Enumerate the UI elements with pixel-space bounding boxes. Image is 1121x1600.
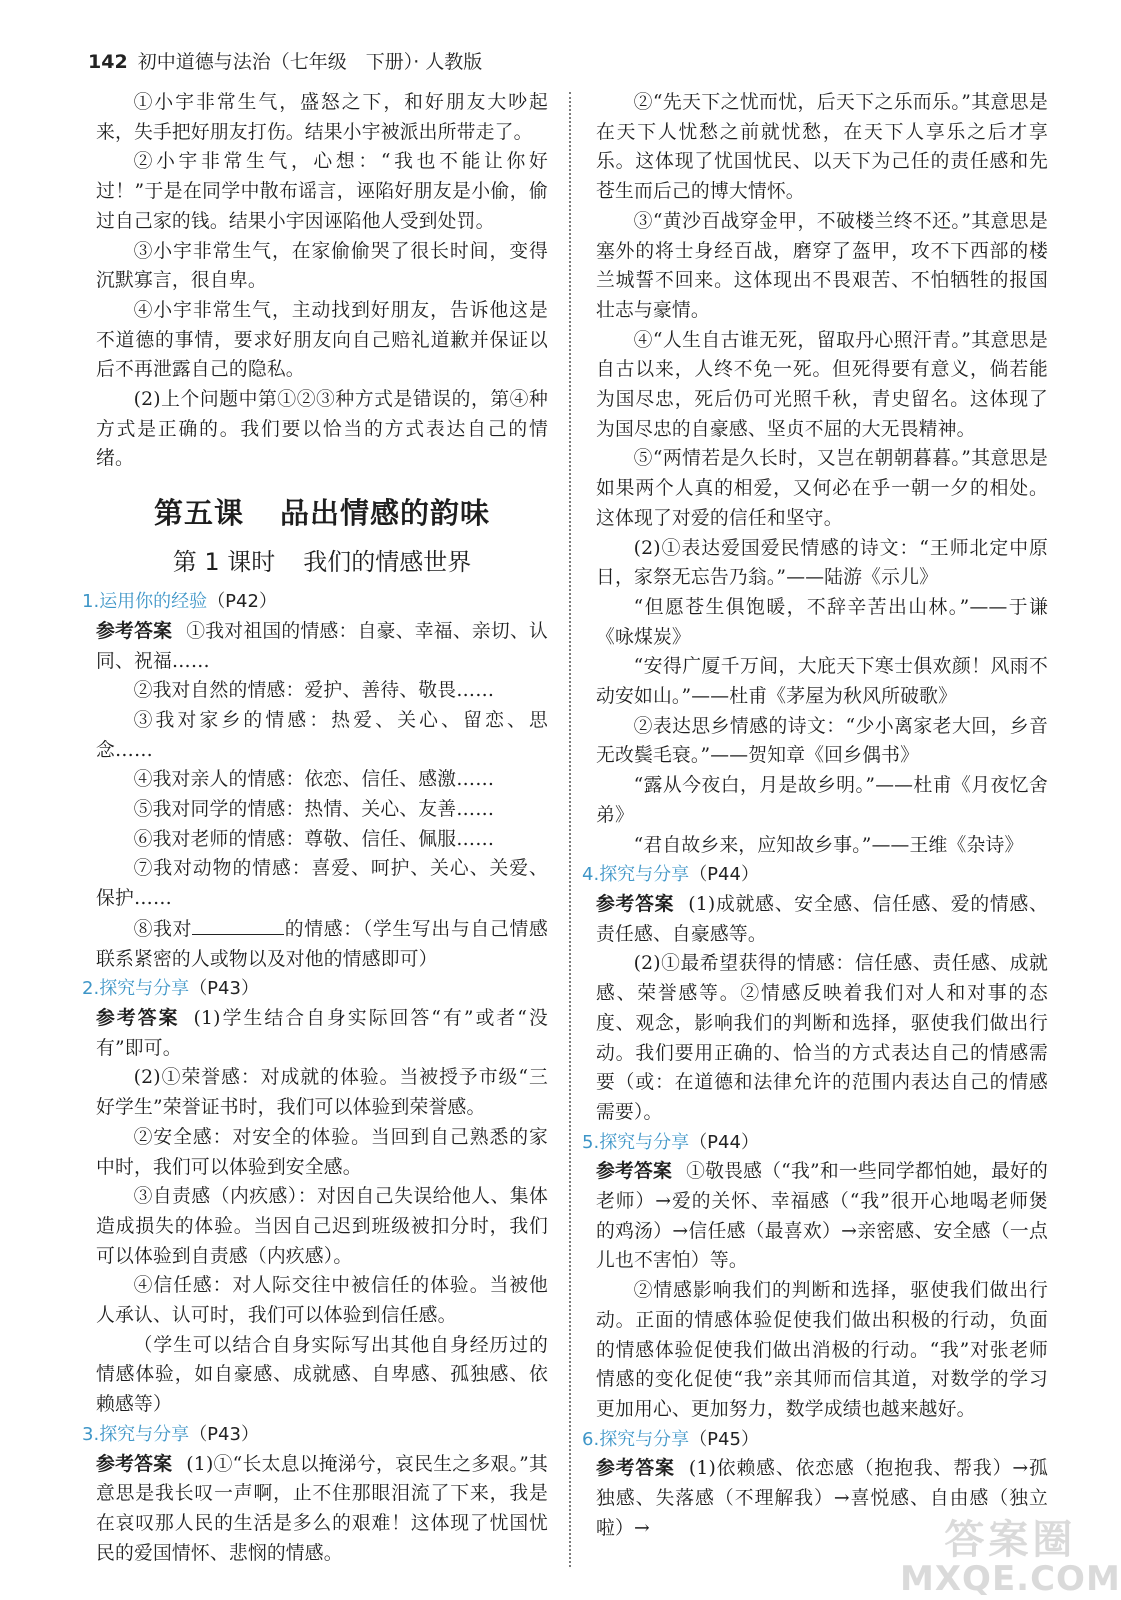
paragraph: ②“先天下之忧而忧，后天下之乐而乐。”其意思是在天下人忧愁之前就忧愁，在天下人享乐之后才享乐。这体现了忧国忧民、以天下为己任的责任感和先苍生而后己的博大情怀。	[596, 92, 1048, 203]
paragraph: ④小宇非常生气，主动找到好朋友，告诉他这是不道德的事情，要求好朋友向自己赔礼道歉并保证以后不再泄露自己的隐私。	[96, 299, 548, 381]
question-page: （P45）	[689, 1428, 759, 1450]
answer-label: 参考答案	[96, 1007, 180, 1029]
paragraph: ⑦我对动物的情感：喜爱、呵护、关心、关爱、保护……	[96, 858, 548, 910]
paragraph: ③我对家乡的情感：热爱、关心、留恋、思念……	[96, 709, 548, 761]
paragraph: ④“人生自古谁无死，留取丹心照汗青。”其意思是自古以来，人终不免一死。但死得要有意义，倘若能为国尽忠，死后仍可光照千秋，青史留名。这体现了为国尽忠的自豪感、坚贞不屈的大无畏精神。	[596, 329, 1048, 440]
paragraph: “但愿苍生俱饱暖，不辞辛苦出山林。”——于谦《咏煤炭》	[596, 596, 1048, 648]
watermark-logo: 答案圈 MXQE.COM	[900, 1517, 1121, 1599]
column-divider	[569, 92, 571, 1567]
answer-paragraph: 参考答案 (1)①“长太息以掩涕兮，哀民生之多艰。”其意思是我长叹一声啊，止不住那眼泪流了下来，我是在哀叹那人民的生活是多么的艰难！这体现了忧国忧民的爱国情怀、悲悯的情感。	[96, 1453, 548, 1564]
paragraph: ③自责感（内疚感）：对因自己失误给他人、集体造成损失的体验。当因自己迟到班级被扣分时，我们可以体验到自责感（内疚感）。	[96, 1186, 548, 1267]
paragraph: （学生可以结合自身实际写出其他自身经历过的情感体验，如自豪感、成就感、自卑感、孤独感、依赖感等）	[96, 1334, 548, 1416]
lesson-name: 品出情感的韵味	[280, 496, 491, 531]
page-number: 142	[88, 51, 128, 73]
period-number: 第 1 课时	[172, 548, 276, 577]
paragraph: ⑥我对老师的情感：尊敬、信任、佩服……	[133, 828, 495, 850]
lesson-number: 第五课	[153, 496, 244, 531]
book-title: 初中道德与法治（七年级 下册）· 人教版	[137, 51, 483, 73]
paragraph: ⑤“两情若是久长时，又岂在朝朝暮暮。”其意思是如果两个人真的相爱，又何必在乎一朝一夕的相处。这体现了对爱的信任和坚守。	[596, 448, 1048, 529]
paragraph: ②安全感：对安全的体验。当回到自己熟悉的家中时，我们可以体验到安全感。	[96, 1126, 548, 1178]
paragraph: ②我对自然的情感：爱护、善待、敬畏……	[133, 680, 495, 702]
question-title: 探究与分享	[99, 978, 190, 1000]
right-column	[582, 88, 1049, 1543]
paragraph: (2)上个问题中第①②③种方式是错误的，第④种方式是正确的。我们要以恰当的方式表达自己的情绪。	[96, 389, 548, 470]
answer-label: 参考答案	[596, 893, 675, 915]
answer-paragraph: 参考答案 ①敬畏感（“我”和一些同学都怕她，最好的老师）→爱的关怀、幸福感（“我”很开心地喝老师煲的鸡汤）→信任感（最喜欢）→亲密感、安全感（一点儿也不害怕）等。	[596, 1161, 1049, 1272]
period-title	[96, 540, 548, 587]
page-header	[88, 44, 1048, 80]
question-title: 探究与分享	[99, 1423, 190, 1445]
paragraph: (2)①表达爱国爱民情感的诗文：“王师北定中原日，家祭无忘告乃翁。”——陆游《示儿》	[596, 537, 1048, 589]
question-title: 探究与分享	[599, 864, 690, 886]
question-heading: 3.探究与分享（P43）	[82, 1423, 259, 1445]
paragraph: (2)①最希望获得的情感：信任感、责任感、成就感、荣誉感等。②情感反映着我们对人和对事的态度、观念，影响我们的判断和选择，驱使我们做出行动。我们要用正确的、恰当的方式表达自己的情感需要（或：在道德和法律允许的范围内表达自己的情感需要）。	[596, 953, 1048, 1123]
question-heading: 2.探究与分享（P43）	[82, 978, 259, 1000]
answer-paragraph: 参考答案 (1)学生结合自身实际回答“有”或者“没有”即可。	[96, 1007, 548, 1059]
answer-paragraph: 参考答案 (1)成就感、安全感、信任感、爱的情感、责任感、自豪感等。	[596, 893, 1048, 945]
paragraph: ②情感影响我们的判断和选择，驱使我们做出行动。正面的情感体验促使我们做出积极的行动，负面的情感体验促使我们做出消极的行动。“我”对张老师情感的变化促使“我”亲其师而信其道，对数学的学习更加用心、更加努力，数学成绩也越来越好。	[596, 1280, 1048, 1420]
question-page: （P43）	[189, 978, 259, 1000]
question-page: （P44）	[689, 1131, 759, 1153]
fill-blank	[192, 914, 284, 935]
answer-label: 参考答案	[96, 620, 173, 642]
answer-paragraph: 参考答案 ①我对祖国的情感：自豪、幸福、亲切、认同、祝福……	[96, 620, 548, 672]
question-page: （P42）	[207, 591, 277, 613]
question-page: （P43）	[189, 1423, 259, 1445]
answer-label: 参考答案	[96, 1453, 173, 1475]
paragraph: ②表达思乡情感的诗文：“少小离家老大回，乡音无改鬓毛衰。”——贺知章《回乡偶书》	[596, 715, 1048, 767]
question-heading: 4.探究与分享（P44）	[582, 864, 759, 886]
paragraph: (2)①荣誉感：对成就的体验。当被授予市级“三好学生”荣誉证书时，我们可以体验到荣誉感。	[96, 1067, 548, 1119]
paragraph: ⑤我对同学的情感：热情、关心、友善……	[133, 799, 495, 821]
paragraph: “君自故乡来，应知故乡事。”——王维《杂诗》	[633, 834, 1024, 856]
lesson-title	[96, 474, 548, 540]
answer-paragraph: 参考答案 (1)依赖感、依恋感（抱抱我、帮我）→孤独感、失落感（不理解我）→喜悦感、自由感（独立啦）→	[596, 1458, 1048, 1539]
paragraph: “露从今夜白，月是故乡明。”——杜甫《月夜忆舍弟》	[596, 775, 1048, 826]
paragraph: ④信任感：对人际交往中被信任的体验。当被他人承认、认可时，我们可以体验到信任感。	[96, 1275, 548, 1327]
answer-label: 参考答案	[596, 1458, 675, 1480]
question-title: 运用你的经验	[99, 591, 208, 613]
period-name: 我们的情感世界	[303, 548, 472, 577]
question-heading: 5.探究与分享（P44）	[582, 1131, 759, 1153]
paragraph: ⑧我对 的情感：（学生写出与自己情感联系紧密的人或物以及对他的情感即可）	[96, 914, 548, 974]
question-page: （P44）	[689, 864, 759, 886]
paragraph: ③“黄沙百战穿金甲，不破楼兰终不还。”其意思是塞外的将士身经百战，磨穿了盔甲，攻不下西部的楼兰城誓不回来。这体现出不畏艰苦、不怕牺牲的报国壮志与豪情。	[596, 210, 1048, 321]
question-heading: 1.运用你的经验（P42）	[82, 591, 277, 613]
paragraph: ②小宇非常生气，心想：“我也不能让你好过！”于是在同学中散布谣言，诬陷好朋友是小偷，偷过自己家的钱。结果小宇因诬陷他人受到处罚。	[96, 151, 548, 232]
paragraph: ③小宇非常生气，在家偷偷哭了很长时间，变得沉默寡言，很自卑。	[96, 240, 548, 292]
paragraph: ①小宇非常生气，盛怒之下，和好朋友大吵起来，失手把好朋友打伤。结果小宇被派出所带走了。	[96, 92, 548, 143]
answer-label: 参考答案	[596, 1161, 673, 1183]
question-title: 探究与分享	[599, 1131, 690, 1153]
paragraph: ④我对亲人的情感：依恋、信任、感激……	[133, 769, 495, 791]
left-column	[82, 88, 548, 1568]
paragraph: “安得广厦千万间，大庇天下寒士俱欢颜！风雨不动安如山。”——杜甫《茅屋为秋风所破歌》	[596, 656, 1048, 708]
question-title: 探究与分享	[599, 1428, 690, 1450]
question-heading: 6.探究与分享（P45）	[582, 1428, 759, 1450]
